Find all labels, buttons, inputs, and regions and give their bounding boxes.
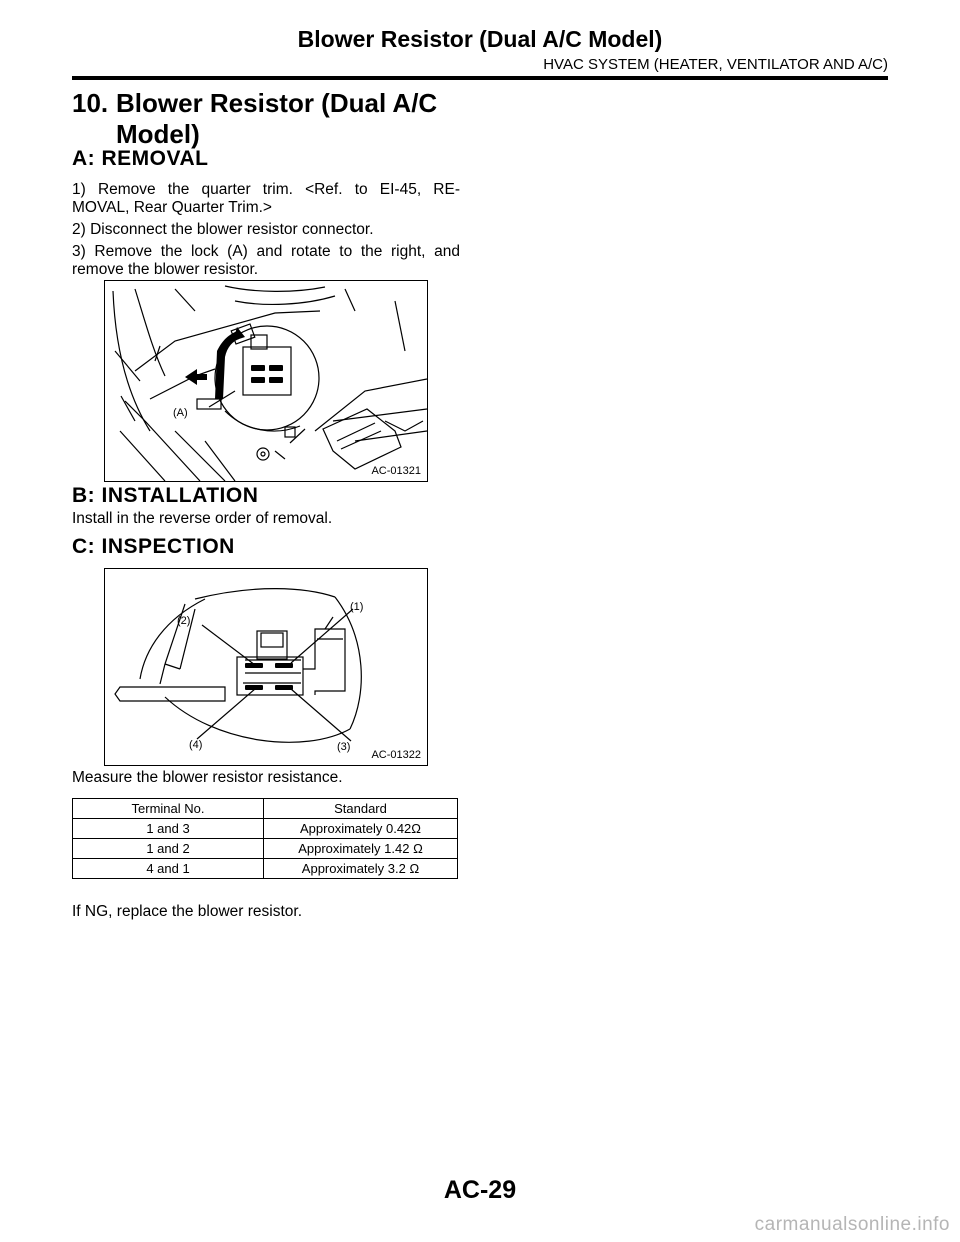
page-number: AC-29 xyxy=(443,1176,517,1204)
callout-2: (2) xyxy=(177,615,191,627)
removal-step3-line2: remove the blower resistor. xyxy=(72,261,259,278)
removal-step1-line2: MOVAL, Rear Quarter Trim.> xyxy=(72,199,272,216)
figure-code-1: AC-01321 xyxy=(371,465,421,477)
table-header-standard: Standard xyxy=(264,799,458,819)
connector-terminals-drawing xyxy=(105,569,427,765)
callout-4: (4) xyxy=(189,739,203,751)
watermark: carmanualsonline.info xyxy=(754,1214,950,1235)
table-cell-terminal: 4 and 1 xyxy=(73,859,264,879)
section-title-line1: Blower Resistor (Dual A/C xyxy=(116,88,438,118)
table-cell-terminal: 1 and 3 xyxy=(73,819,264,839)
section-title-line2: Model) xyxy=(116,119,200,149)
blower-resistor-removal-drawing xyxy=(105,281,427,481)
figure-code-2: AC-01322 xyxy=(371,749,421,761)
table-cell-standard: Approximately 1.42 Ω xyxy=(264,839,458,859)
table-cell-terminal: 1 and 2 xyxy=(73,839,264,859)
removal-figure xyxy=(104,280,428,482)
ng-note: If NG, replace the blower resistor. xyxy=(72,903,303,920)
measure-text: Measure the blower resistor resistance. xyxy=(72,769,343,786)
page-header-title: Blower Resistor (Dual A/C Model) xyxy=(297,26,663,52)
callout-1: (1) xyxy=(350,601,364,613)
callout-3: (3) xyxy=(337,741,351,753)
resistance-table xyxy=(72,798,458,879)
header-rule xyxy=(72,76,888,80)
installation-heading: B: INSTALLATION xyxy=(72,484,259,507)
table-header-terminal: Terminal No. xyxy=(73,799,264,819)
table-row xyxy=(73,839,458,859)
table-header-row xyxy=(73,799,458,819)
table-cell-standard: Approximately 0.42Ω xyxy=(264,819,458,839)
removal-steps xyxy=(72,181,460,279)
inspection-heading: C: INSPECTION xyxy=(72,535,235,558)
removal-step3-line1: 3) Remove the lock (A) and rotate to the right, and xyxy=(72,243,460,260)
removal-step1-line1: 1) Remove the quarter trim. <Ref. to EI-45, RE- xyxy=(72,181,460,198)
inspection-figure xyxy=(104,568,428,766)
table-row xyxy=(73,859,458,879)
table-cell-standard: Approximately 3.2 Ω xyxy=(264,859,458,879)
table-row xyxy=(73,819,458,839)
removal-heading: A: REMOVAL xyxy=(72,147,209,170)
section-number: 10. xyxy=(72,88,109,118)
removal-step2: 2) Disconnect the blower resistor connector. xyxy=(72,221,374,238)
callout-a: (A) xyxy=(173,407,188,419)
installation-text: Install in the reverse order of removal. xyxy=(72,510,333,527)
section-title xyxy=(72,88,437,150)
page-header-subtitle: HVAC SYSTEM (HEATER, VENTILATOR AND A/C) xyxy=(543,56,888,73)
